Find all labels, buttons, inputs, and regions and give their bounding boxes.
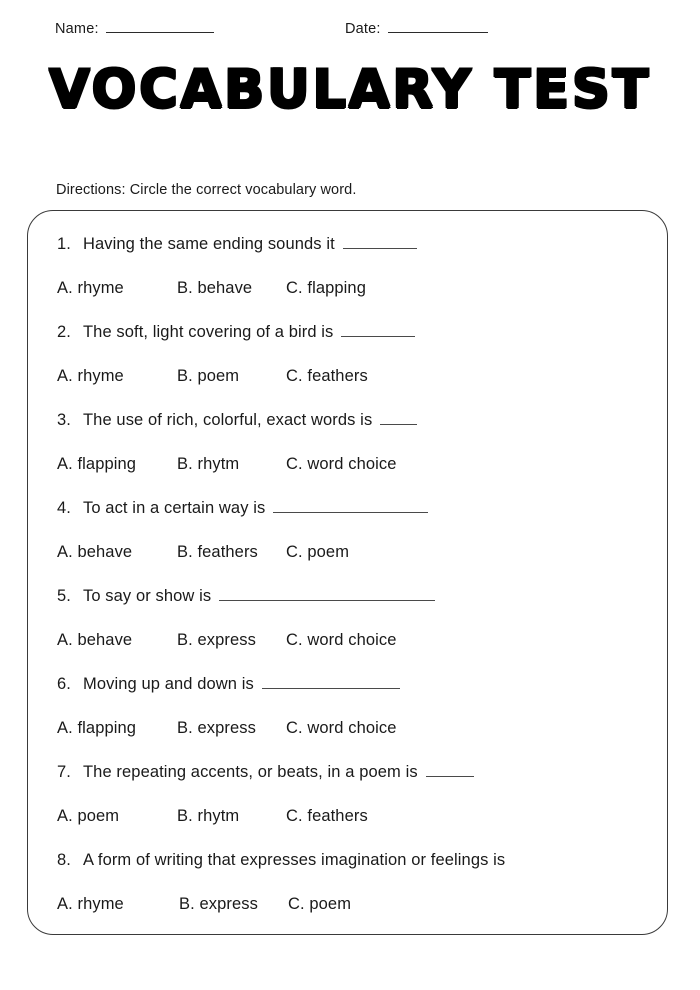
answer-option[interactable]: B. express	[177, 719, 256, 737]
question-prompt	[57, 411, 417, 430]
question-text: To say or show is	[83, 587, 212, 605]
question-text: The soft, light covering of a bird is	[83, 323, 334, 341]
answer-option[interactable]: A. rhyme	[57, 279, 124, 297]
question-number: 2.	[57, 323, 71, 341]
answer-option[interactable]: A. rhyme	[57, 895, 124, 913]
answer-option[interactable]: C. feathers	[286, 367, 368, 385]
answer-option[interactable]: A. rhyme	[57, 367, 124, 385]
answer-option[interactable]: A. behave	[57, 631, 133, 649]
answer-option[interactable]: B. rhytm	[177, 807, 240, 825]
answer-option[interactable]: A. behave	[57, 543, 133, 561]
question-prompt	[57, 675, 400, 694]
answer-option[interactable]: C. poem	[288, 895, 352, 913]
answer-blank[interactable]	[380, 413, 417, 425]
name-label: Name:	[55, 21, 99, 37]
question-number: 8.	[57, 851, 71, 869]
question-prompt	[57, 323, 415, 342]
question-prompt	[57, 235, 417, 254]
questions-box	[27, 210, 668, 935]
question-prompt	[57, 587, 435, 606]
answer-option[interactable]: B. poem	[177, 367, 240, 385]
answer-option[interactable]: B. express	[177, 631, 256, 649]
question-text: To act in a certain way is	[83, 499, 266, 517]
answer-option[interactable]: A. poem	[57, 807, 120, 825]
answer-option[interactable]: A. flapping	[57, 455, 137, 473]
answer-option[interactable]: C. word choice	[286, 455, 397, 473]
date-label: Date:	[345, 21, 381, 37]
name-field	[55, 20, 214, 37]
answer-option[interactable]: C. feathers	[286, 807, 368, 825]
answer-option[interactable]: C. poem	[286, 543, 350, 561]
answer-blank[interactable]	[343, 237, 417, 249]
question-text: The repeating accents, or beats, in a poem is	[83, 763, 418, 781]
answer-option[interactable]: C. flapping	[286, 279, 366, 297]
answer-blank[interactable]	[273, 501, 428, 513]
question-prompt	[57, 763, 474, 782]
answer-blank[interactable]	[219, 589, 435, 601]
question-number: 4.	[57, 499, 71, 517]
answer-blank[interactable]	[426, 765, 474, 777]
question-text: A form of writing that expresses imagination or feelings is	[83, 851, 506, 869]
answer-option[interactable]: C. word choice	[286, 631, 397, 649]
name-write-line[interactable]	[106, 20, 214, 33]
answer-blank[interactable]	[262, 677, 400, 689]
answer-blank[interactable]	[341, 325, 415, 337]
question-number: 6.	[57, 675, 71, 693]
question-number: 1.	[57, 235, 71, 253]
question-text: Having the same ending sounds it	[83, 235, 335, 253]
answer-option[interactable]: A. flapping	[57, 719, 137, 737]
directions-text: Directions: Circle the correct vocabulary word.	[56, 182, 357, 198]
question-text: Moving up and down is	[83, 675, 254, 693]
answer-option[interactable]: C. word choice	[286, 719, 397, 737]
page-title: VOCABULARY TEST	[48, 59, 652, 120]
date-field	[345, 20, 488, 37]
question-number: 5.	[57, 587, 71, 605]
answer-option[interactable]: B. rhytm	[177, 455, 240, 473]
date-write-line[interactable]	[388, 20, 488, 33]
answer-option[interactable]: B. feathers	[177, 543, 258, 561]
question-text: The use of rich, colorful, exact words is	[83, 411, 373, 429]
answer-option[interactable]: B. behave	[177, 279, 253, 297]
question-prompt	[57, 851, 505, 870]
question-number: 3.	[57, 411, 71, 429]
question-number: 7.	[57, 763, 71, 781]
answer-option[interactable]: B. express	[179, 895, 258, 913]
question-prompt	[57, 499, 428, 518]
worksheet-header	[0, 20, 700, 48]
